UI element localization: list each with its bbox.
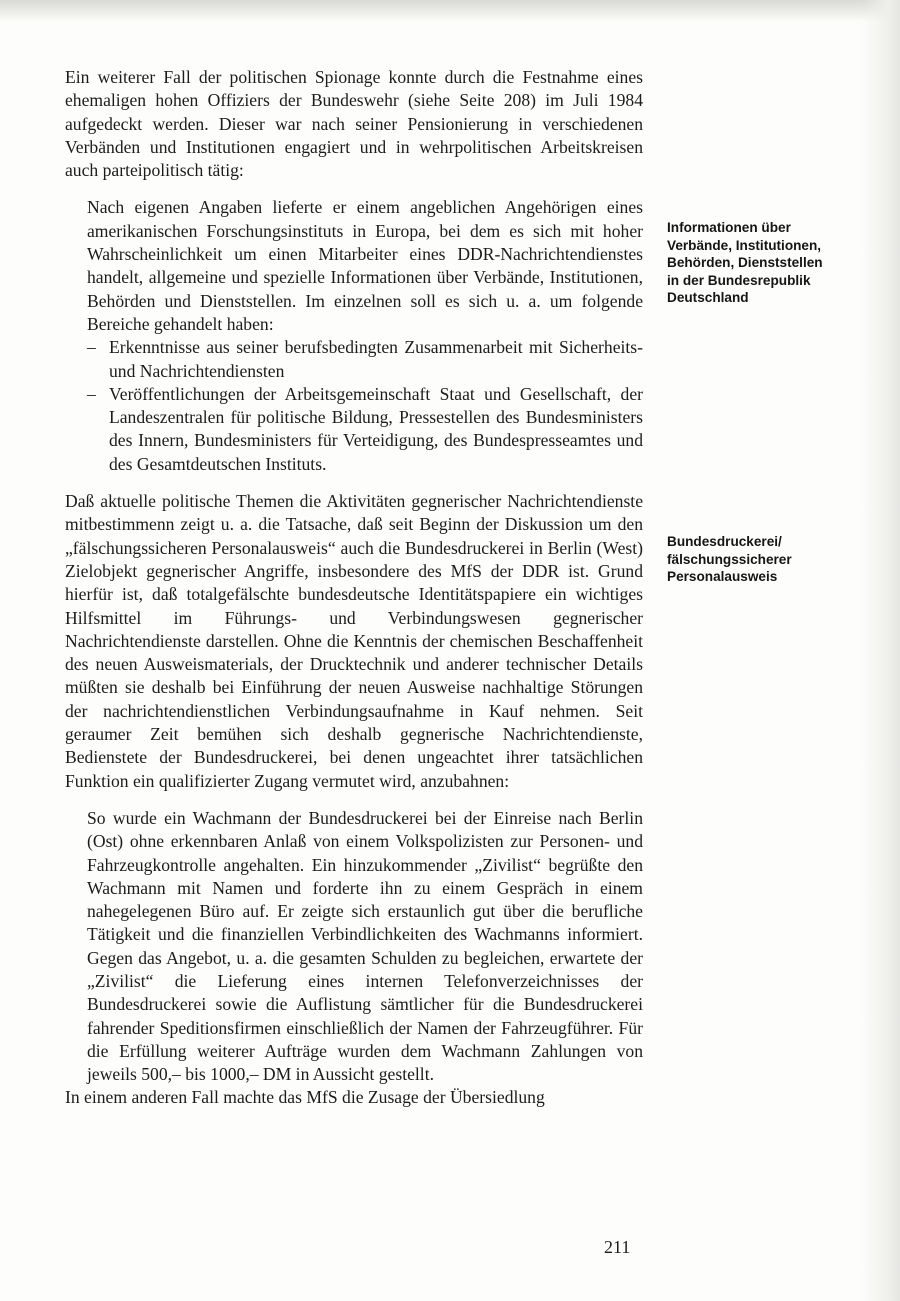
quote-intro-text: Nach eigenen Angaben lieferte er einem angeblichen Angehörigen eines amerikanischen Forschungsinstituts in Europa, bei dem es sich mit hoher Wahrscheinlichkeit um einen Mitarbeiter eines DDR-Nachrichtendienstes handelt, allgemeine und spezielle Informationen über Verbände, Institutionen, Behörden und Dienststellen. Im einzelnen soll es sich u. a. um folgende Bereiche gehandelt haben: bbox=[87, 197, 643, 334]
scan-edge-right bbox=[862, 0, 900, 1301]
list-item bbox=[87, 336, 643, 383]
paragraph-bundesdruckerei: Daß aktuelle politische Themen die Aktivitäten gegnerischer Nachrichtendienste mitbestimmenn zeigt u. a. die Tatsache, daß seit Beginn der Diskussion um den „fälschungssicheren Personalausweis“ auch die Bundesdruckerei in Berlin (West) Zielobjekt gegnerischer Angriffe, insbesondere des MfS der DDR ist. Grund hierfür ist, daß totalgefälschte bundesdeutsche Identitätspapiere ein wichtiges Hilfsmittel im Führungs- und Verbindungswesen gegnerischer Nachrichtendienste darstellen. Ohne die Kenntnis der chemischen Beschaffenheit des neuen Ausweismaterials, der Drucktechnik und anderer technischer Details müßten sie deshalb bei Einführung der neuen Ausweise nachhaltige Störungen der nachrichtendienstlichen Verbindungsaufnahme in Kauf nehmen. Seit geraumer Zeit bemühen sich deshalb gegnerische Nachrichtendienste, Bedienstete der Bundesdruckerei, bei denen ungeachtet ihrer tatsächlichen Funktion ein qualifizierter Zugang vermutet wird, anzubahnen: bbox=[65, 491, 643, 791]
page-number: 211 bbox=[604, 1237, 631, 1257]
dash-list bbox=[87, 336, 643, 476]
paragraph-continued: In einem anderen Fall machte das MfS die Zusage der Übersiedlung bbox=[65, 1087, 545, 1108]
scan-edge-top bbox=[0, 0, 900, 22]
list-item-text: Veröffentlichungen der Arbeitsgemeinschaft Staat und Gesellschaft, der Landeszentralen für politische Bildung, Pressestellen des Bundesministers des Innern, Bundesministers für Verteidigung, des Bundespresseamtes und des Gesamtdeutschen Instituts. bbox=[109, 383, 643, 474]
main-text-column bbox=[65, 66, 643, 1110]
paragraph-espionage-officer: Ein weiterer Fall der politischen Spionage konnte durch die Festnahme eines ehemaligen hohen Offiziers der Bundeswehr (siehe Seite 208) im Juli 1984 aufgedeckt werden. Dieser war nach seiner Pensionierung in verschiedenen Verbänden und Institutionen engagiert und in wehrpolitischen Arbeitskreisen auch parteipolitisch tätig: bbox=[65, 67, 643, 181]
indented-quote-wachmann bbox=[65, 807, 643, 1087]
margin-note-informationen: Informationen über Verbände, Institutionen, Behörden, Dienststellen in der Bundesrepublik Deutschland bbox=[667, 220, 823, 306]
list-item bbox=[87, 383, 643, 476]
indented-quote-officer bbox=[65, 196, 643, 476]
quote-wachmann-text: So wurde ein Wachmann der Bundesdruckerei bei der Einreise nach Berlin (Ost) ohne erkennbaren Anlaß von einem Volkspolizisten zur Personen- und Fahrzeugkontrolle angehalten. Ein hinzukommender „Zivilist“ begrüßte den Wachmann mit Namen und forderte ihn zu einem Gespräch in einem nahegelegenen Büro auf. Er zeigte sich erstaunlich gut über die berufliche Tätigkeit und die finanziellen Verbindlichkeiten des Wachmanns informiert. Gegen das Angebot, u. a. die gesamten Schulden zu begleichen, erwartete der „Zivilist“ die Lieferung eines internen Telefonverzeichnisses der Bundesdruckerei sowie die Auflistung sämtlicher für die Bundesdruckerei fahrender Speditionsfirmen einschließlich der Namen der Fahrzeugführer. Für die Erfüllung weiterer Aufträge wurden dem Wachmann Zahlungen von jeweils 500,– bis 1000,– DM in Aussicht gestellt. bbox=[87, 807, 643, 1085]
margin-note-bundesdruckerei: Bundesdruckerei/ fälschungssicherer Personalausweis bbox=[667, 534, 792, 585]
dash-bullet: – bbox=[87, 337, 96, 358]
dash-bullet: – bbox=[87, 383, 96, 404]
list-item-text: Erkenntnisse aus seiner berufsbedingten Zusammenarbeit mit Sicherheits- und Nachrichtendiensten bbox=[109, 337, 643, 381]
